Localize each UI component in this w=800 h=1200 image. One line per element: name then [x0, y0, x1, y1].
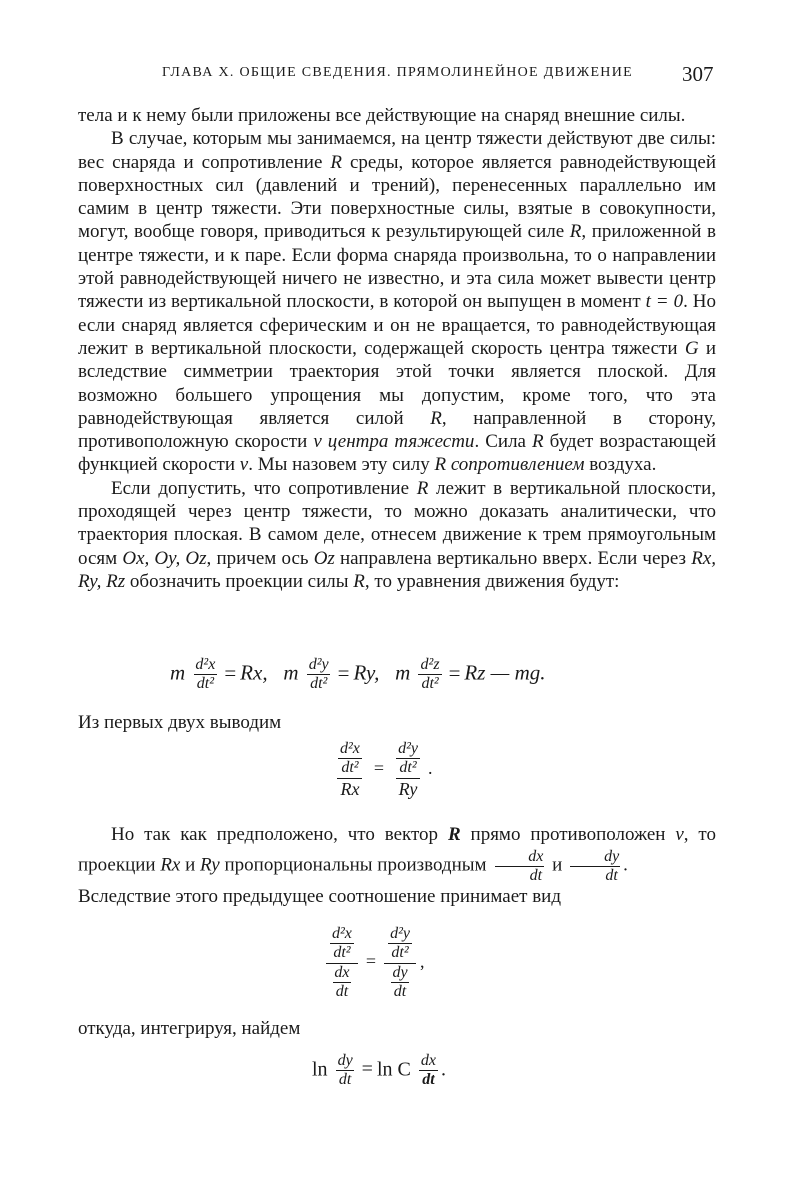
text-from-first-two: Из первых двух выводим [78, 712, 282, 733]
page-number: 307 [682, 62, 714, 86]
paragraph-2: В случае, которым мы занимаемся, на центр тяжести действуют две силы: вес снаряда и сопротивление R среды, которое является равнодействующей поверхностных сил (давлений и трений), перенесенных параллельно им самим в центр тяжести. Эти поверхностные силы, взятые в совокупности, могут, вообще говоря, приводиться к результирующей силе R, приложенной в центре тяжести, и к паре. Если форма снаряда произвольна, то о направлении этой равнодействующей ничего не известно, и эта сила может вывести центр тяжести из вертикальной плоскости, в которой он выпущен в момент t = 0. Но если снаряд является сферическим и он не вращается, то равнодействующая лежит в вертикальной плоскости, содержащей скорость центра тяжести G и вследствие симметрии траектория этой точки является плоской. Для возможно большего упрощения мы допустим, кроме того, что эта равнодействующая является силой R, направленной в сторону, противоположную скорости v центра тяжести. Сила R будет возрастающей функцией скорости v. Мы назовем эту силу R сопротивлением воздуха. [78, 128, 716, 476]
equations-of-motion: m $\frac{\text{d²x}}{\text{dt²}}$ = Rx, m $\frac{\text{d²y}}{\text{dt²}}$ = Ry, m $\frac{\text{d²z}}{\text{dt²}}$ = Rz — mg. [170, 656, 546, 693]
equation-ratio: $\frac{\frac{\text{d²x}}{\text{dt²}}}{Rx}$ = $\frac{\frac{\text{d²y}}{\text{dt²}}}{Ry}$ . [330, 740, 432, 799]
paragraph-4: Но так как предположено, что вектор R прямо противоположен v, то проекции Rx и Ry пропорциональны производным $\frac{dx}{dt}$ и $\frac{dy}{dt}$ . Вследствие этого предыдущее соотношение принимает вид [78, 824, 716, 908]
paragraph-3: Если допустить, что сопротивление R лежит в вертикальной плоскости, проходящей через центр тяжести, то можно доказать аналитически, что траектория плоская. В самом деле, отнесем движение к трем прямоугольным осям Ox, Oy, Oz, причем ось Oz направлена вертикально вверх. Если через Rx, Ry, Rz обозначить проекции силы R, то уравнения движения будут: [78, 477, 717, 592]
page-header [0, 62, 800, 92]
equation-derivative-ratio: $\frac{\frac{\text{d²x}}{\text{dt²}}}{\frac{dx}{dt}}$ = $\frac{\frac{\text{d²y}}{\text{dt²}}}{\frac{dy}{dt}}$ , [322, 925, 424, 1002]
text-integrating: откуда, интегрируя, найдем [78, 1018, 301, 1039]
equation-log: ln $\frac{dy}{dt}$ = ln C $\frac{dx}{dt}$ . [312, 1052, 446, 1089]
running-head: ГЛАВА X. ОБЩИЕ СВЕДЕНИЯ. ПРЯМОЛИНЕЙНОЕ ДВИЖЕНИЕ [162, 65, 633, 80]
paragraph-1: тела и к нему были приложены все действующие на снаряд внешние силы. [78, 105, 686, 126]
main-text [78, 104, 716, 593]
